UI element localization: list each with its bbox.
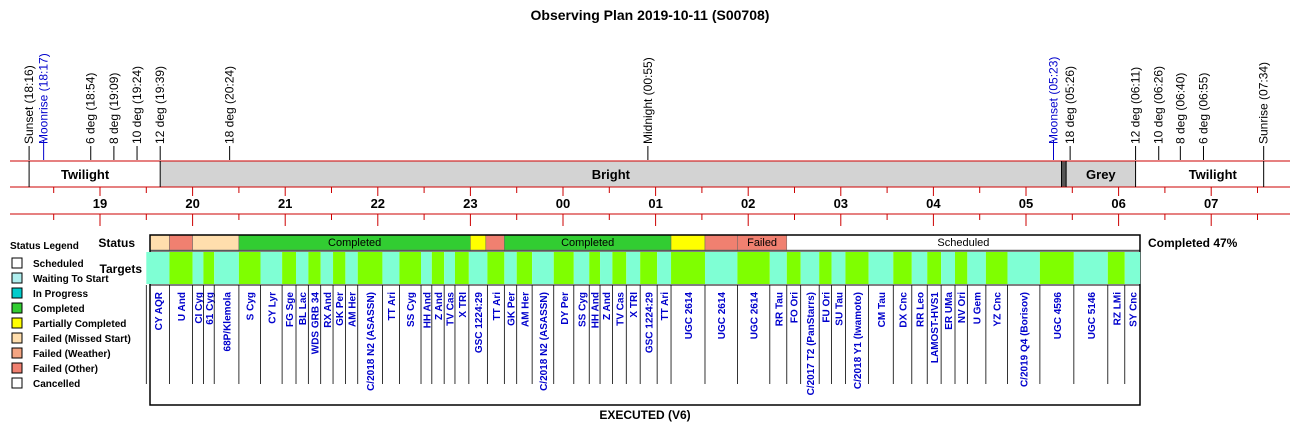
- legend-label-failed-weather: Failed (Weather): [33, 349, 111, 360]
- target-bar-c-2018-n2-asassn: [532, 252, 554, 284]
- target-name-fo-ori: FO Ori: [789, 292, 801, 324]
- status-label-completed: Completed: [561, 237, 615, 249]
- target-bar-am-her: [345, 252, 357, 284]
- target-name-c-2018-n2-asassn: C/2018 N2 (ASASSN): [538, 292, 550, 391]
- legend-swatch-failed-weather: [12, 348, 22, 358]
- target-bar-fo-ori: [787, 252, 801, 284]
- target-bar-rz-lmi: [1108, 252, 1125, 284]
- chart-footer: EXECUTED (V6): [599, 408, 691, 422]
- target-name-lamost-hvs1: LAMOST-HVS1: [930, 292, 942, 364]
- target-bar-hh-and: [421, 252, 432, 284]
- target-bar-tt-ari: [487, 252, 504, 284]
- target-bar-x-tri: [455, 252, 469, 284]
- target-bar-z-and: [600, 252, 612, 284]
- target-bar-tt-ari: [382, 252, 399, 284]
- target-name-c-2017-t2-panstarrs: C/2017 T2 (PanStarrs): [805, 292, 817, 396]
- status-segment-partially-completed: [671, 235, 705, 250]
- target-bar-rr-tau: [770, 252, 787, 284]
- hour-label-07: 07: [1203, 196, 1219, 211]
- target-bar-u-and: [169, 252, 192, 284]
- legend-label-in-progress: In Progress: [33, 289, 89, 300]
- target-bar-c-2018-n2-asassn: [358, 252, 383, 284]
- event-label-midnight-00-55: Midnight (00:55): [640, 57, 655, 144]
- status-segment-partially-completed: [470, 235, 485, 250]
- target-bar-nv-ori: [955, 252, 967, 284]
- event-label-18-deg-05-26: 18 deg (05:26): [1063, 65, 1078, 144]
- target-bar-fu-ori: [819, 252, 831, 284]
- target-name-nv-ori: NV Ori: [957, 292, 969, 324]
- target-name-u-gem: U Gem: [972, 292, 984, 325]
- target-name-ss-cyg: SS Cyg: [406, 292, 418, 328]
- target-name-hh-and: HH And: [422, 292, 434, 329]
- event-label-sunset-18-16: Sunset (18:16): [22, 65, 37, 144]
- target-bar-ugc-5146: [1074, 252, 1108, 284]
- sky-band-label-twilight-3: Twilight: [1188, 167, 1237, 182]
- legend-swatch-in-progress: [12, 288, 22, 298]
- legend-swatch-completed: [12, 303, 22, 313]
- event-label-sunrise-07-34: Sunrise (07:34): [1256, 61, 1271, 144]
- target-bar-fg-sge: [282, 252, 296, 284]
- legend-title: Status Legend: [10, 241, 79, 252]
- legend-label-scheduled: Scheduled: [33, 259, 84, 270]
- target-name-su-tau: SU Tau: [834, 292, 846, 326]
- target-bar-c-2018-y1-iwamoto: [845, 252, 868, 284]
- status-label-scheduled: Scheduled: [937, 237, 990, 249]
- targets-row-label: Targets: [99, 262, 142, 276]
- target-bar-am-her: [517, 252, 532, 284]
- target-bar-sy-cnc: [1125, 252, 1140, 284]
- target-bar-wds-grb-34: [308, 252, 320, 284]
- target-bar-c-2019-q4-borisov: [1007, 252, 1039, 284]
- status-segment-failed-other: [705, 235, 737, 250]
- target-bar-hh-and: [589, 252, 600, 284]
- chart-title: Observing Plan 2019-10-11 (S00708): [530, 7, 770, 23]
- target-name-68p-klemola: 68P/Klemola: [222, 292, 234, 352]
- target-name-z-and: Z And: [602, 292, 614, 320]
- target-name-fg-sge: FG Sge: [285, 292, 297, 328]
- target-bar-68p-klemola: [214, 252, 239, 284]
- event-label-6-deg-18-54: 6 deg (18:54): [83, 72, 98, 144]
- status-segment-failed-other: [169, 235, 192, 250]
- target-bar-lamost-hvs1: [927, 252, 941, 284]
- sky-condition-band: [10, 161, 1290, 187]
- target-bar-rx-and: [321, 252, 333, 284]
- target-name-cy-aqr: CY AQR: [153, 292, 165, 331]
- target-name-rz-lmi: RZ LMi: [1112, 292, 1124, 326]
- target-bar-ugc-4596: [1040, 252, 1074, 284]
- target-name-wds-grb-34: WDS GRB 34: [310, 292, 322, 355]
- target-name-61-cyg: 61 Cyg: [204, 292, 216, 325]
- target-name-s-cyg: S Cyg: [245, 292, 257, 321]
- target-name-am-her: AM Her: [520, 292, 532, 328]
- legend-swatch-cancelled: [12, 378, 22, 388]
- target-name-hh-and: HH And: [590, 292, 602, 329]
- hour-label-03: 03: [833, 196, 849, 211]
- target-name-c-2018-n2-asassn: C/2018 N2 (ASASSN): [366, 292, 378, 391]
- target-bar-ci-cyg: [193, 252, 204, 284]
- target-name-cm-tau: CM Tau: [876, 292, 888, 328]
- event-label-10-deg-19-24: 10 deg (19:24): [130, 65, 145, 144]
- target-name-z-and: Z And: [433, 292, 445, 320]
- legend-label-failed-other: Failed (Other): [33, 364, 99, 375]
- status-row-label: Status: [98, 236, 135, 250]
- legend-label-failed-missed-start: Failed (Missed Start): [33, 334, 131, 345]
- target-name-gsc-1224-29: GSC 1224:29: [644, 292, 656, 354]
- hour-label-22: 22: [370, 196, 386, 211]
- target-name-sy-cnc: SY Cnc: [1128, 292, 1140, 327]
- legend-label-cancelled: Cancelled: [33, 379, 81, 390]
- legend-swatch-waiting-to-start: [12, 273, 22, 283]
- target-name-gsc-1224-29: GSC 1224:29: [474, 292, 486, 354]
- hour-label-04: 04: [926, 196, 941, 211]
- target-bar-z-and: [432, 252, 444, 284]
- target-bar-dx-cnc: [893, 252, 912, 284]
- target-name-am-her: AM Her: [347, 292, 359, 328]
- status-row: [150, 235, 1140, 250]
- target-bar-61-cyg: [203, 252, 214, 284]
- target-bar-gsc-1224-29: [640, 252, 657, 284]
- event-markers: [22, 53, 1271, 160]
- moonset-gap-marker: [1061, 161, 1066, 187]
- target-bar-cy-lyr: [261, 252, 283, 284]
- target-bar-u-gem: [967, 252, 986, 284]
- target-bar-ss-cyg: [574, 252, 589, 284]
- hour-label-05: 05: [1018, 196, 1034, 211]
- target-name-bl-lac: BL Lac: [298, 292, 310, 326]
- status-label-completed: Completed: [328, 237, 382, 249]
- target-bar-ugc-2614: [737, 252, 769, 284]
- target-bar-tv-cas: [444, 252, 455, 284]
- target-name-dx-cnc: DX Cnc: [898, 292, 910, 328]
- target-name-u-and: U And: [177, 292, 189, 322]
- target-bar-ugc-2614: [705, 252, 737, 284]
- status-segment-failed-other: [486, 235, 505, 250]
- target-bar-er-uma: [941, 252, 955, 284]
- hour-label-20: 20: [185, 196, 200, 211]
- target-name-ugc-5146: UGC 5146: [1086, 292, 1098, 340]
- target-name-yz-cnc: YZ Cnc: [992, 292, 1004, 327]
- target-name-rr-tau: RR Tau: [774, 292, 786, 327]
- target-name-tt-ari: TT Ari: [660, 292, 672, 321]
- target-name-rr-leo: RR Leo: [915, 292, 927, 327]
- legend-label-partially-completed: Partially Completed: [33, 319, 127, 330]
- hour-label-19: 19: [92, 196, 108, 211]
- target-bar-tv-cas: [612, 252, 626, 284]
- target-bar-x-tri: [626, 252, 640, 284]
- event-label-6-deg-06-55: 6 deg (06:55): [1196, 72, 1211, 144]
- target-name-tt-ari: TT Ari: [491, 292, 503, 321]
- targets-row: [146, 235, 1140, 405]
- event-label-8-deg-19-09: 8 deg (19:09): [106, 72, 121, 144]
- event-label-10-deg-06-26: 10 deg (06:26): [1151, 65, 1166, 144]
- hour-label-06: 06: [1111, 196, 1126, 211]
- target-name-ss-cyg: SS Cyg: [577, 292, 589, 328]
- hour-label-21: 21: [277, 196, 293, 211]
- event-label-moonrise-18-17: Moonrise (18:17): [36, 53, 51, 144]
- hour-label-23: 23: [463, 196, 478, 211]
- sky-band-label-twilight-0: Twilight: [61, 167, 110, 182]
- target-bar-gsc-1224-29: [469, 252, 488, 284]
- target-bar-tt-ari: [657, 252, 671, 284]
- hour-axis: [10, 187, 1290, 226]
- target-name-ugc-2614: UGC 2614: [684, 292, 696, 340]
- target-bar-cy-aqr: [146, 252, 169, 284]
- target-name-tt-ari: TT Ari: [386, 292, 398, 321]
- legend-swatch-scheduled: [12, 258, 22, 268]
- legend-label-completed: Completed: [33, 304, 85, 315]
- status-label-failed: Failed: [747, 237, 778, 249]
- target-bar-gk-per: [504, 252, 516, 284]
- target-bar-cm-tau: [869, 252, 894, 284]
- target-bar-ugc-2614: [671, 252, 705, 284]
- target-name-ugc-4596: UGC 4596: [1052, 292, 1064, 340]
- target-name-rx-and: RX And: [322, 292, 334, 328]
- event-label-12-deg-06-11: 12 deg (06:11): [1128, 66, 1143, 144]
- target-bar-ss-cyg: [399, 252, 421, 284]
- event-label-8-deg-06-40: 8 deg (06:40): [1173, 72, 1188, 144]
- legend-label-waiting-to-start: Waiting To Start: [33, 274, 109, 285]
- target-bar-gk-per: [333, 252, 345, 284]
- hour-label-02: 02: [740, 196, 756, 211]
- target-name-gk-per: GK Per: [506, 292, 518, 326]
- sky-band-label-grey-2: Grey: [1086, 167, 1116, 182]
- target-name-tv-cas: TV Cas: [615, 292, 627, 326]
- target-name-dy-per: DY Per: [559, 292, 571, 325]
- target-bar-s-cyg: [239, 252, 261, 284]
- target-name-gk-per: GK Per: [335, 292, 347, 326]
- target-bar-c-2017-t2-panstarrs: [801, 252, 820, 284]
- legend-swatch-partially-completed: [12, 318, 22, 328]
- status-segment-failed-missed-start: [150, 235, 169, 250]
- event-label-18-deg-20-24: 18 deg (20:24): [222, 65, 237, 144]
- sky-band-label-bright-1: Bright: [591, 167, 630, 182]
- target-name-tv-cas: TV Cas: [445, 292, 457, 326]
- target-name-x-tri: X TRI: [457, 292, 469, 318]
- legend-swatch-failed-missed-start: [12, 333, 22, 343]
- target-name-fu-ori: FU Ori: [821, 292, 833, 323]
- target-name-c-2018-y1-iwamoto: C/2018 Y1 (Iwamoto): [853, 292, 865, 390]
- completed-percent: Completed 47%: [1148, 236, 1238, 250]
- status-segment-failed-missed-start: [193, 235, 239, 250]
- target-name-ci-cyg: CI Cyg: [194, 292, 206, 324]
- hour-label-01: 01: [648, 196, 663, 211]
- hour-label-00: 00: [555, 196, 571, 211]
- target-name-x-tri: X TRI: [629, 292, 641, 318]
- target-name-er-uma: ER UMa: [944, 292, 956, 330]
- target-bar-bl-lac: [296, 252, 308, 284]
- event-label-moonset-05-23: Moonset (05:23): [1046, 56, 1061, 144]
- target-bar-dy-per: [554, 252, 574, 284]
- target-name-c-2019-q4-borisov: C/2019 Q4 (Borisov): [1019, 292, 1031, 388]
- target-bar-rr-leo: [912, 252, 927, 284]
- target-name-cy-lyr: CY Lyr: [267, 292, 279, 324]
- target-bar-yz-cnc: [986, 252, 1008, 284]
- target-bar-su-tau: [832, 252, 846, 284]
- legend-swatch-failed-other: [12, 363, 22, 373]
- target-name-ugc-2614: UGC 2614: [717, 292, 729, 340]
- target-name-ugc-2614: UGC 2614: [749, 292, 761, 340]
- event-label-12-deg-19-39: 12 deg (19:39): [153, 65, 168, 144]
